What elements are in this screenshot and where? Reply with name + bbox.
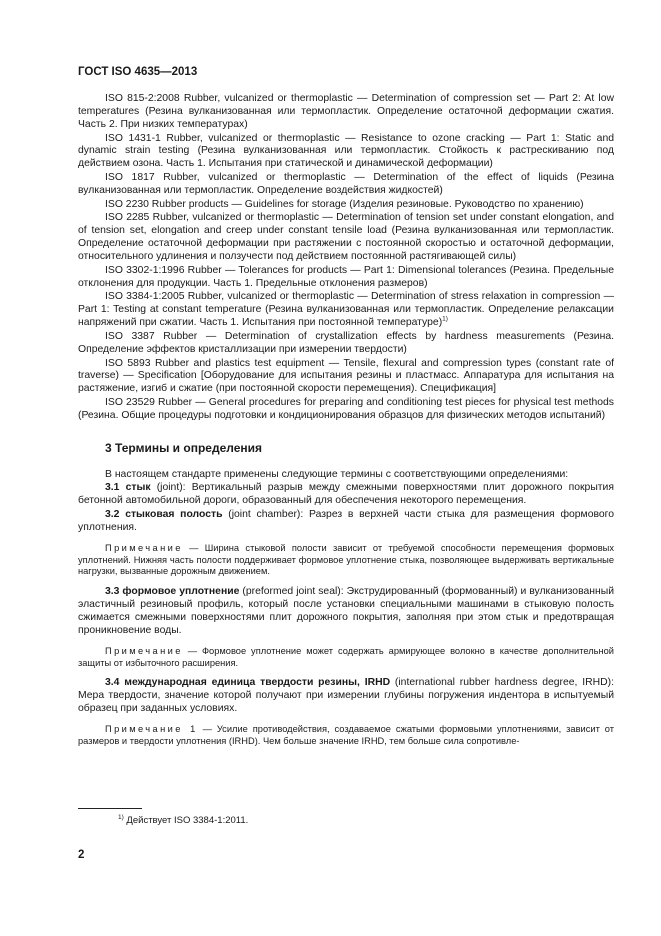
- term-label: 3.1 стык: [105, 482, 151, 494]
- reference-item: ISO 1817 Rubber, vulcanized or thermoplastic — Determination of the effect of liquids (Резина вулканизованная или термопластик. Определение воздействия жидкостей): [78, 172, 614, 196]
- reference-text: ISO 3384-1:2005 Rubber, vulcanized or thermoplastic — Determination of stress relaxation in compression — Part 1: Testing at constant temperature (Резина вулканизованная или термопластик. Определение релаксации напряжений при сжатии. Часть 1. Испытания при постоянной температуре): [78, 291, 614, 329]
- term-3-1: [78, 482, 614, 508]
- term-3-2: [78, 509, 614, 535]
- reference-item: ISO 23529 Rubber — General procedures for preparing and conditioning test pieces for physical test methods (Резина. Общие процедуры подготовки и кондиционирования образцов для физических методов испытаний): [78, 397, 614, 421]
- reference-item: ISO 2285 Rubber, vulcanized or thermoplastic — Determination of tension set under constant elongation, and of tension set, elongation and creep under constant tensile load (Резина вулканизованная или термопластик. Определение остаточной деформации при растяжении с постоянной скоростью и остаточной деформации, относительного удлинения и ползучести под действием постоянной растягивающей силы): [78, 212, 614, 263]
- term-definition: (preformed joint seal): Экструдированный (формованный) и вулканизованный эластичный резиновый профиль, который после установки специальными машинами в стыковую полость сжимается смежными поверхностями плит дорожного покрытия, заполняя при этом стык и предотвращая проникновение воды.: [78, 586, 615, 636]
- footnote: [118, 815, 248, 826]
- note: [78, 646, 614, 670]
- reference-item: ISO 3302-1:1996 Rubber — Tolerances for products — Part 1: Dimensional tolerances (Резина. Предельные отклонения для продукции. Часть 1. Предельные отклонения размеров): [78, 264, 614, 289]
- document-header: ГОСТ ISO 4635—2013: [78, 66, 198, 78]
- footnote-text: Действует ISO 3384-1:2011.: [123, 815, 249, 826]
- term-3-4: [78, 677, 614, 716]
- term-definition: (joint): Вертикальный разрыв между смежными поверхностями плит дорожного покрытия бетонной автомобильной дороги, образованный для обеспечения некоторого перемещения.: [78, 482, 614, 507]
- term-definition: (joint chamber): Разрез в верхней части стыка для размещения формового уплотнения.: [78, 509, 614, 533]
- reference-item: ISO 815-2:2008 Rubber, vulcanized or thermoplastic — Determination of compression set — Part 2: At low temperatures (Резина вулканизованная или термопластик. Определение остаточной деформации сжатия. Часть 2. При низких температурах): [78, 93, 614, 130]
- term-label: 3.4 международная единица твердости резины, IRHD: [105, 677, 391, 689]
- section-intro: В настоящем стандарте применены следующие термины с соответствующими определениями:: [105, 468, 569, 480]
- reference-item: ISO 5893 Rubber and plastics test equipment — Tensile, flexural and compression types (constant rate of traverse) — Specification [Оборудование для испытания резины и пластмасс. Аппаратура для испытания на растяжение, изгиб и сжатие (при постоянной скорости перемещения). Спецификация]: [78, 357, 614, 395]
- note-label: Примечание: [105, 645, 183, 656]
- footnote-marker: 1): [118, 813, 124, 821]
- footnote-divider: [78, 808, 142, 809]
- note: [78, 543, 614, 578]
- term-label: 3.3 формовое уплотнение: [105, 586, 240, 598]
- document-body: [78, 93, 614, 756]
- reference-item: ISO 3387 Rubber — Determination of crystallization effects by hardness measurements (Резина. Определение эффектов кристаллизации при измерении твердости): [78, 330, 614, 355]
- page-number: 2: [78, 849, 85, 861]
- section-heading: 3 Термины и определения: [105, 440, 263, 455]
- note-label: Примечание 1: [105, 724, 198, 735]
- note-text: — Формовое уплотнение может содержать армирующее волокно в качестве дополнительной защиты от избыточного расширения.: [78, 645, 614, 668]
- reference-item-with-footnote: [78, 291, 614, 330]
- term-label: 3.2 стыковая полость: [105, 509, 223, 521]
- term-definition: (international rubber hardness degree, IRHD): Мера твердости, значение которой получают при измерении глубины погружения индентора в испытуемый образец при заданных условиях.: [78, 677, 614, 715]
- note-text: — Ширина стыковой полости зависит от требуемой способности перемещения формовых уплотнений. Нижняя часть полости поддерживает формовое уплотнение стыка, позволяющее выдерживать вертикальные нагрузки, вызванные дорожным движением.: [78, 542, 614, 577]
- reference-item: ISO 1431-1 Rubber, vulcanized or thermoplastic — Resistance to ozone cracking — Part 1: Static and dynamic strain testing (Резина вулканизованная или термопластик. Стойкость к растрескиванию под действием озона. Часть 1. Испытания при статической и динамической деформации): [78, 132, 614, 170]
- term-3-3: [78, 586, 614, 638]
- note: [78, 724, 614, 748]
- reference-item: ISO 2230 Rubber products — Guidelines for storage (Изделия резиновые. Руководство по хранению): [105, 198, 584, 210]
- note-text: — Усилие противодействия, создаваемое сжатыми формовыми уплотнениями, зависит от размеров и твердости уплотнения (IRHD). Чем больше значение IRHD, тем больше сила сопротивле-: [78, 724, 614, 746]
- note-label: Примечание: [105, 542, 183, 553]
- footnote-marker[interactable]: 1): [442, 315, 448, 323]
